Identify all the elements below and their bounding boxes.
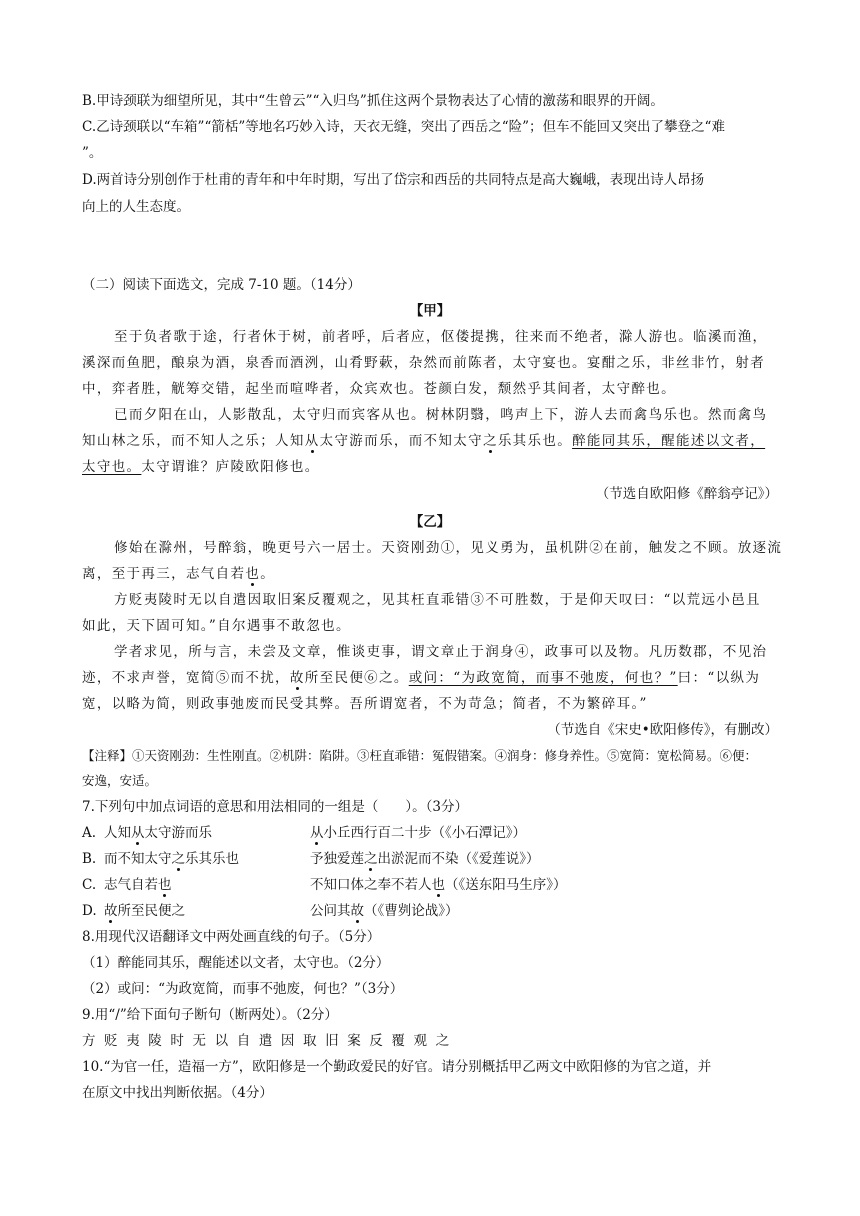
passage-jia-line: 已而夕阳在山，人影散乱，太守归而宾客从也。树林阴翳，鸣声上下，游人去而禽鸟乐也。然而禽鸟 <box>114 407 768 423</box>
q9-sentence: 方贬夷陵时无以自遣因取旧案反覆观之 <box>82 1033 458 1049</box>
dotted-word: 故 <box>350 903 364 919</box>
text-segment: 公问其 <box>310 903 351 919</box>
q10-line2: 在原文中找出判断依据。（4分） <box>82 1085 273 1101</box>
passage-yi-line: 学者求见，所与言，未尝及文章，惟谈吏事，谓文章止于润身④，政事可以及物。凡历数郡，不见治 <box>114 644 768 660</box>
q9-stem: 9.用“/”给下面句子断句（断两处）。（2分） <box>82 1007 338 1023</box>
passage-jia-title: 【甲】 <box>409 303 451 319</box>
q7-option-d <box>82 901 185 921</box>
text-segment: 乐其乐也 <box>185 851 239 867</box>
passage-yi-line: 宽，以略为简，则政事弛废而民受其弊。吾所谓宽者，不为苛急；简者，不为繁碎耳。” <box>82 696 648 712</box>
text-segment: 人知 <box>104 825 131 841</box>
dotted-word: 从 <box>131 825 145 841</box>
q7-option-c <box>82 875 172 895</box>
text-segment: 予独爱莲 <box>310 851 364 867</box>
passage-yi-line: 方贬夷陵时无以自遣因取旧案反覆观之，见其枉直乖错③不可胜数，于是仰天叹曰：“以荒远小邑且 <box>114 592 761 608</box>
option-label: D. <box>82 903 97 919</box>
q8-stem: 8.用现代汉语翻译文中两处画直线的句子。（5分） <box>82 929 381 945</box>
q6-option-d-line1: D.两首诗分别创作于杜甫的青年和中年时期，写出了岱宗和西岳的共同特点是高大巍峨，表现出诗人昂扬 <box>82 172 705 188</box>
q7-option-b <box>82 849 239 869</box>
text-segment: 所至民便之 <box>117 903 185 919</box>
dotted-word: 也 <box>158 877 172 893</box>
passage-jia-line <box>82 457 320 477</box>
option-label: B. <box>82 851 97 867</box>
passage-jia-line: 中，弈者胜，觥筹交错，起坐而喧哗者，众宾欢也。苍颜白发，颓然乎其间者，太守醉也。 <box>82 381 676 397</box>
text-segment: 迹，不求声誉，宽简⑤而不扰， <box>82 670 290 686</box>
section-header: （二）阅读下面选文，完成 7-10 题。（14分） <box>82 277 361 293</box>
text-segment: （《曹刿论战》） <box>364 903 459 919</box>
text-segment: 。 <box>260 566 276 582</box>
text-segment: 所至民便⑥之。 <box>304 670 409 686</box>
passage-yi-title: 【乙】 <box>409 514 451 530</box>
dotted-word: 之 <box>364 851 378 867</box>
q6-option-c-line2: ”。 <box>82 145 103 161</box>
option-label: A. <box>82 825 97 841</box>
underlined-sentence: 或问：“为政宽简，而事不弛废，何也？” <box>408 670 678 686</box>
text-segment: 小丘西行百二十步（《小石潭记》） <box>323 825 526 841</box>
text-segment: 志气自若 <box>104 877 158 893</box>
notes-line2: 安逸，安适。 <box>82 773 158 788</box>
dotted-word: 故 <box>289 670 305 686</box>
dotted-word: 之 <box>171 851 185 867</box>
underlined-sentence: 太守也。 <box>82 459 142 475</box>
q7-option-b-right <box>310 849 540 869</box>
q7-option-c-right <box>310 875 567 895</box>
option-label: C. <box>82 877 97 893</box>
passage-yi-line: 如此，天下固可知。”自尔遇事不敢忽也。 <box>82 618 351 634</box>
dotted-word: 之 <box>482 433 498 449</box>
text-segment: 太守游而乐 <box>144 825 212 841</box>
dotted-word: 从 <box>304 433 320 449</box>
q7-option-a-right <box>310 823 526 843</box>
dotted-word: 也 <box>245 566 261 582</box>
q8-sentence-1: （1）醉能同其乐，醒能述以文者，太守也。（2分） <box>82 955 390 971</box>
passage-yi-line <box>82 668 760 688</box>
q8-sentence-2: （2）或问：“为政宽简，而事不弛废，何也？”（3分） <box>82 981 404 997</box>
passage-jia-line <box>82 431 765 451</box>
dotted-word: 也 <box>431 877 445 893</box>
q6-option-c-line1: C.乙诗颈联以“车箱”“箭栝”等地名巧妙入诗，天衣无缝，突出了西岳之“险”；但车不能回又突出了攀登之“难 <box>82 119 725 135</box>
underlined-sentence: 醉能同其乐，醒能述以文者， <box>572 433 766 449</box>
passage-jia-line: 至于负者歌于途，行者休于树，前者呼，后者应，伛偻提携，往来而不绝者，滁人游也。临溪而渔， <box>114 329 768 345</box>
q6-option-b: B.甲诗颈联为细望所见，其中“生曾云”“入归鸟”抓住这两个景物表达了心情的激荡和眼界的开阔。 <box>82 93 664 109</box>
text-segment: 不知口体之奉不若人 <box>310 877 432 893</box>
q7-option-d-right <box>310 901 459 921</box>
text-segment: 太守谓谁？庐陵欧阳修也。 <box>141 459 320 475</box>
passage-yi-source: （节选自《宋史•欧阳修传》，有删改） <box>547 722 778 738</box>
text-segment: 太守游而乐，而不知太守 <box>319 433 483 449</box>
text-segment: 离，至于再三，志气自若 <box>82 566 246 582</box>
dotted-word: 从 <box>310 825 324 841</box>
text-segment: 曰：“以纵为 <box>677 670 761 686</box>
notes-line1: 【注释】①天资刚劲：生性刚直。②机阱：陷阱。③枉直乖错：冤假错案。④润身：修身养性。⑤宽简：宽松简易。⑥便： <box>82 748 758 763</box>
q10-line1: 10.“为官一任，造福一方”，欧阳修是一个勤政爱民的好官。请分别概括甲乙两文中欧阳修的为官之道，并 <box>82 1059 712 1075</box>
q6-option-d-line2: 向上的人生态度。 <box>82 199 190 215</box>
text-segment: （《送东阳马生序》） <box>445 877 567 893</box>
text-segment: 出淤泥而不染（《爱莲说》） <box>377 851 540 867</box>
text-segment: 乐其乐也。 <box>497 433 573 449</box>
passage-yi-line <box>82 564 275 584</box>
passage-jia-line: 溪深而鱼肥，酿泉为酒，泉香而酒洌，山肴野蔌，杂然而前陈者，太守宴也。宴酣之乐，非丝非竹，射者 <box>82 355 766 371</box>
passage-jia-source: （节选自欧阳修《醉翁亭记》） <box>595 486 778 502</box>
q7-stem: 7.下列句中加点词语的意思和用法相同的一组是（ ）。（3分） <box>82 799 468 815</box>
dotted-word: 故 <box>104 903 118 919</box>
text-segment: 知山林之乐，而不知人之乐；人知 <box>82 433 305 449</box>
passage-yi-line: 修始在滁州，号醉翁，晚更号六一居士。天资刚劲①，见义勇为，虽机阱②在前，触发之不顾。放逐流 <box>114 540 783 556</box>
text-segment: 而不知太守 <box>104 851 172 867</box>
q7-option-a <box>82 823 212 843</box>
